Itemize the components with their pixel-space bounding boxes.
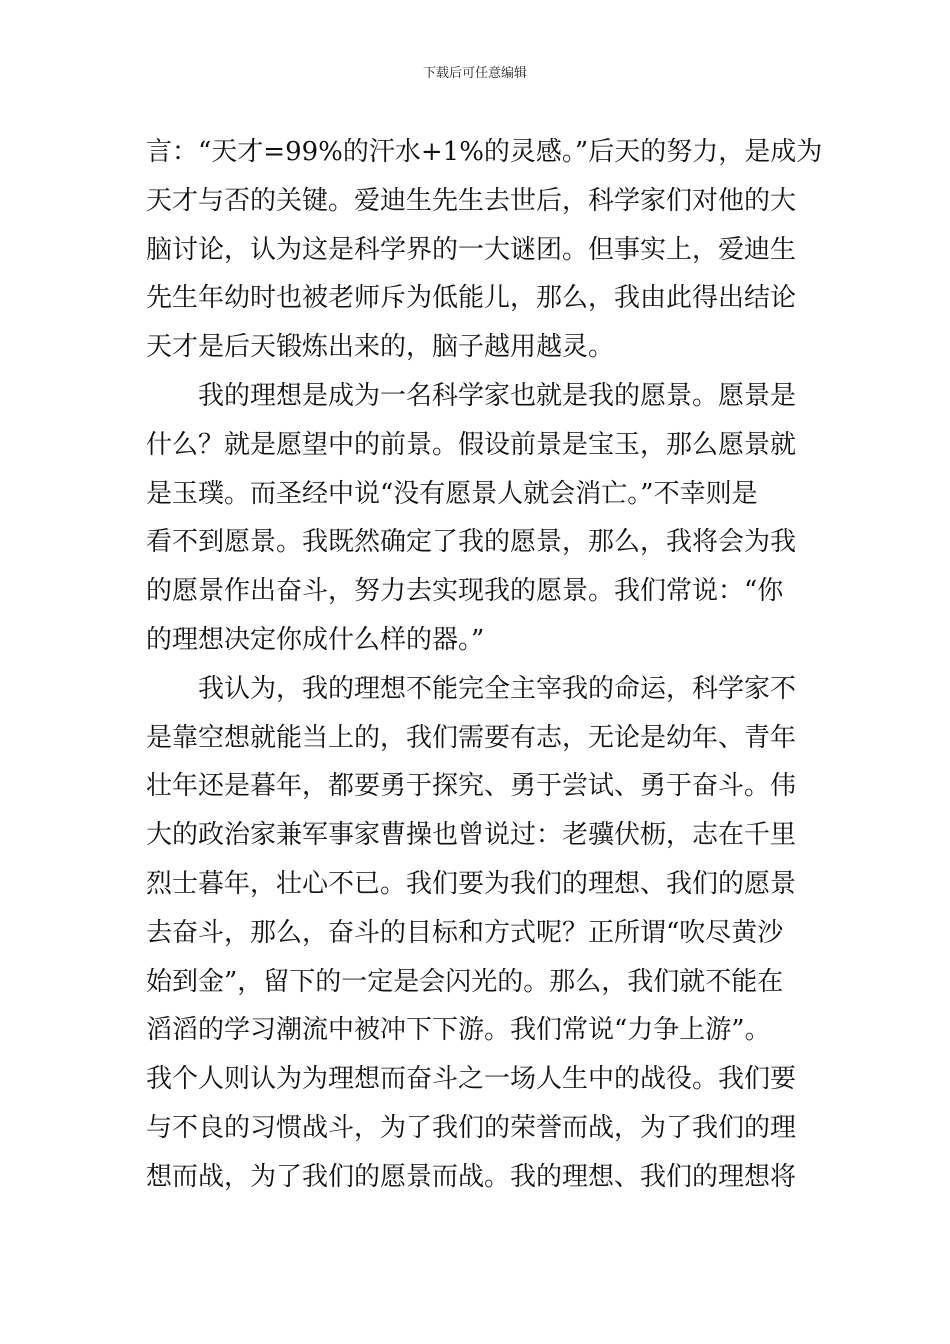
document-body <box>146 128 823 1202</box>
text-line-8: 是玉璞。而圣经中说“没有愿景人就会消亡。”不幸则是 <box>146 478 758 509</box>
text-line-19: 滔滔的学习潮流中被冲下下游。我们常说“力争上游”。 <box>146 1015 771 1046</box>
text-line-14: 壮年还是暮年，都要勇于探究、勇于尝试、勇于奋斗。伟 <box>146 771 797 802</box>
text-line-11: 的理想决定你成什么样的器。” <box>146 624 485 655</box>
text-line-4: 先生年幼时也被老师斥为低能儿，那么，我由此得出结论 <box>146 283 797 314</box>
text-line-2: 天才与否的关键。爱迪生先生去世后，科学家们对他的大 <box>146 185 797 216</box>
text-line-5: 天才是后天锻炼出来的，脑子越用越灵。 <box>146 332 615 363</box>
text-line-16: 烈士暮年，壮心不已。我们要为我们的理想、我们的愿景 <box>146 868 797 899</box>
text-line-21: 与不良的习惯战斗，为了我们的荣誉而战，为了我们的理 <box>146 1112 797 1143</box>
text-line-17: 去奋斗，那么，奋斗的目标和方式呢？正所谓“吹尽黄沙 <box>146 917 784 948</box>
text-line-15: 大的政治家兼军事家曹操也曾说过：老骥伏枥，志在千里 <box>146 820 797 851</box>
text-line-10: 的愿景作出奋斗，努力去实现我的愿景。我们常说：“你 <box>146 576 784 607</box>
text-line-1: 言：“天才=99%的汗水+1%的灵感。”后天的努力，是成为 <box>146 137 823 167</box>
text-line-9: 看不到愿景。我既然确定了我的愿景，那么，我将会为我 <box>146 527 797 558</box>
page-header: 下载后可任意编辑 <box>422 66 527 81</box>
text-line-13: 是靠空想就能当上的，我们需要有志，无论是幼年、青年 <box>146 722 797 753</box>
text-line-3: 脑讨论，认为这是科学界的一大谜团。但事实上，爱迪生 <box>146 234 797 265</box>
text-line-7: 什么？就是愿望中的前景。假设前景是宝玉，那么愿景就 <box>146 429 797 460</box>
text-line-18: 始到金”，留下的一定是会闪光的。那么，我们就不能在 <box>146 966 784 997</box>
paragraph-start-line: 我的理想是成为一名科学家也就是我的愿景。愿景是 <box>198 380 797 411</box>
paragraph-start-line: 我认为，我的理想不能完全主宰我的命运，科学家不 <box>198 673 797 704</box>
text-line-20: 我个人则认为为理想而奋斗之一场人生中的战役。我们要 <box>146 1064 797 1095</box>
text-line-22: 想而战，为了我们的愿景而战。我的理想、我们的理想将 <box>146 1161 797 1192</box>
